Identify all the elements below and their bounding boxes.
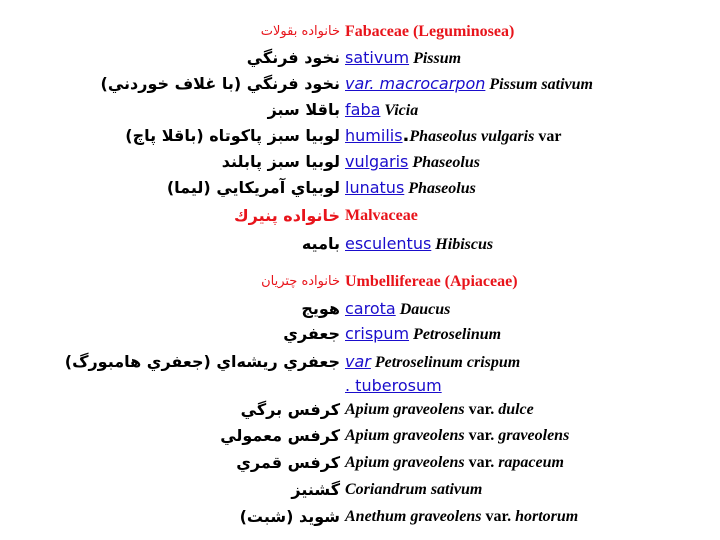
plant-name-latin: [345, 322, 501, 347]
species-link[interactable]: var. macrocarpon: [345, 74, 486, 93]
plant-name-fa: لوبيا سبز پاكوتاه (باقلا پاچ): [125, 126, 340, 145]
genus-name: Petroselinum crispum: [374, 354, 521, 371]
plant-name-fa: باميه: [301, 234, 340, 253]
family-name-latin: Malvaceae: [345, 207, 418, 224]
genus-name: Petroselinum: [413, 326, 502, 343]
plant-name-fa: جعفري ريشه‌اي (جعفري هامبورگ): [64, 352, 340, 371]
separator-dot: .: [402, 125, 410, 146]
plant-row: [0, 72, 720, 98]
plant-name-latin: [345, 424, 569, 448]
plant-row: [0, 322, 720, 348]
plant-name-latin: [345, 505, 578, 529]
species-link[interactable]: sativum: [345, 48, 410, 67]
species-link[interactable]: esculentus: [345, 234, 432, 253]
species-link[interactable]: var: [345, 352, 371, 371]
plant-name-latin: [345, 451, 564, 475]
plant-name-latin: [345, 297, 450, 322]
plant-name-fa: كرفس برگي: [240, 400, 340, 419]
variety-name: graveolens: [498, 427, 570, 444]
plant-row: [0, 424, 720, 450]
plant-name-fa: كرفس قمري: [236, 453, 340, 472]
family-name-fa: خانواده بقولات: [260, 24, 340, 39]
plant-row: [0, 124, 720, 150]
genus-name: Daucus: [399, 301, 451, 318]
var-label: var.: [468, 401, 495, 418]
plant-name-fa: گشنيز: [291, 480, 340, 499]
plant-row: [0, 232, 720, 258]
plant-row: [0, 150, 720, 176]
variety-name: rapaceum: [498, 454, 564, 471]
plant-name-latin: [345, 72, 593, 97]
family-heading-row: [0, 20, 720, 46]
species-link[interactable]: carota: [345, 299, 396, 318]
genus-name: Hibiscus: [435, 236, 494, 253]
genus-name: Pissum sativum: [489, 76, 593, 93]
genus-name: Phaseolus vulgaris: [409, 128, 535, 145]
plant-name-fa: شويد (شبت): [239, 507, 340, 526]
plant-row: [0, 398, 720, 424]
variety-name: hortorum: [515, 508, 579, 525]
plant-name-fa: باقلا سبز: [267, 100, 340, 119]
plant-row: [0, 98, 720, 124]
genus-name: Anethum graveolens: [345, 508, 482, 525]
plant-row: [0, 451, 720, 477]
var-label: var.: [485, 508, 512, 525]
genus-name: Apium graveolens: [345, 401, 465, 418]
plant-name-fa: هويج: [301, 299, 340, 318]
species-link[interactable]: vulgaris: [345, 152, 409, 171]
plant-name-latin: [345, 350, 520, 375]
species-link[interactable]: faba: [345, 100, 381, 119]
variety-name: dulce: [498, 401, 534, 418]
genus-name: Apium graveolens: [345, 454, 465, 471]
plant-row: [0, 505, 720, 531]
species-link[interactable]: humilis: [345, 126, 403, 145]
family-heading-row: [0, 204, 720, 230]
plant-name-latin: [345, 98, 418, 123]
plant-name-fa: لوبياي آمريكايي (ليما): [166, 178, 340, 197]
plant-name-fa: لوبيا سبز پابلند: [221, 152, 340, 171]
genus-name: Pissum: [413, 50, 462, 67]
plant-row: [0, 297, 720, 323]
family-name-latin: Fabaceae (Leguminosea): [345, 23, 515, 40]
plant-row: [0, 350, 720, 398]
plant-name-latin: [345, 150, 480, 175]
genus-name: Phaseolus: [412, 154, 480, 171]
plant-name-latin: [345, 478, 482, 502]
plant-name-latin-cont: [345, 374, 442, 399]
genus-name: Coriandrum sativum: [345, 481, 483, 498]
species-link[interactable]: lunatus: [345, 178, 405, 197]
family-name-fa: خانواده پنيرك: [234, 206, 340, 225]
family-name-fa: خانواده چتريان: [261, 274, 340, 289]
plant-name-latin: [345, 124, 561, 149]
plant-name-latin: [345, 46, 461, 71]
genus-name: Vicia: [384, 102, 419, 119]
plant-name-fa: كرفس معمولي: [220, 426, 340, 445]
plant-name-fa: نخود فرنگي: [246, 48, 340, 67]
genus-name: Phaseolus: [408, 180, 476, 197]
var-label: var.: [468, 454, 495, 471]
var-suffix: var: [538, 128, 562, 145]
plant-row: [0, 176, 720, 202]
species-link[interactable]: crispum: [345, 324, 410, 343]
plant-name-fa: جعفري: [283, 324, 340, 343]
genus-name: Apium graveolens: [345, 427, 465, 444]
plant-name-latin: [345, 176, 476, 201]
plant-name-fa: نخود فرنگي (با غلاف خوردني): [100, 74, 340, 93]
family-name-latin: Umbellifereae (Apiaceae): [345, 273, 518, 290]
family-heading-row: [0, 270, 720, 296]
plant-row: [0, 478, 720, 504]
var-label: var.: [468, 427, 495, 444]
plant-name-latin: [345, 232, 493, 257]
plant-row: [0, 46, 720, 72]
variety-link[interactable]: . tuberosum: [345, 376, 442, 395]
plant-name-latin: [345, 398, 534, 422]
